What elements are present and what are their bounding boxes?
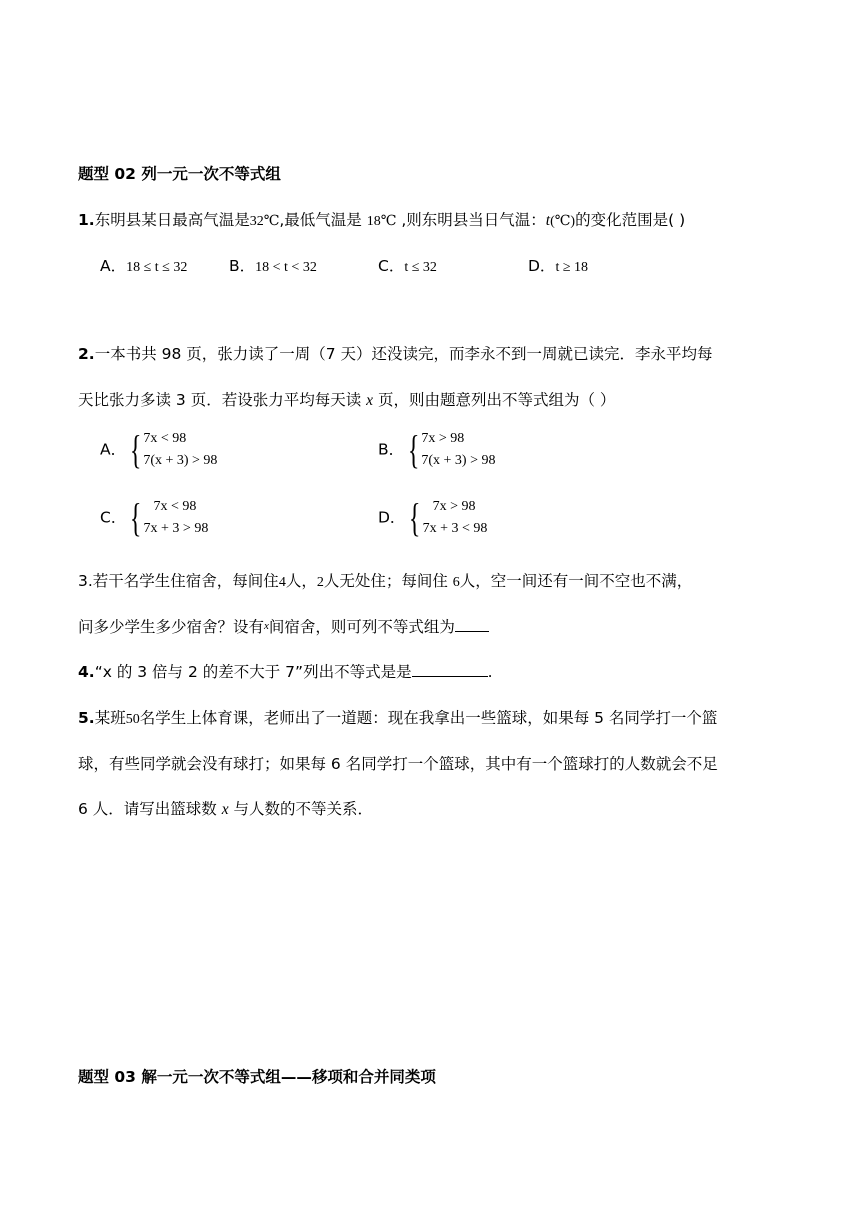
- question-4-answer-blank[interactable]: [412, 661, 488, 677]
- question-1-variable: t: [545, 212, 551, 229]
- question-5-line-1: 5.某班50名学生上体育课，老师出了一道题：现在我拿出一些篮球，如果每 5 名同学打一个篮: [78, 709, 718, 727]
- question-1-text-mid: ,最低气温是: [279, 211, 362, 229]
- question-2-number: 2.: [78, 345, 95, 363]
- question-5-variable: x: [221, 801, 229, 818]
- left-brace-icon: {: [130, 495, 142, 540]
- question-1-option-c: C．t ≤ 32: [378, 257, 437, 275]
- left-brace-icon: {: [407, 427, 420, 472]
- question-1-text: 东明县某日最高气温是: [94, 211, 250, 229]
- question-1: [78, 208, 685, 230]
- question-3-answer-blank[interactable]: [455, 616, 489, 632]
- question-1-text-end: 的变化范围是( ): [575, 211, 686, 229]
- question-5-line-2: 球，有些同学就会没有球打；如果每 6 名同学打一个篮球，其中有一个篮球打的人数就会不足: [78, 755, 718, 773]
- question-1-option-d: D．t ≥ 18: [528, 257, 589, 275]
- question-1-high-temp: 32℃: [249, 214, 280, 229]
- question-1-text-mid2: ,则东明县当日气温：: [401, 211, 546, 229]
- question-3-line-2: 问多少学生多少宿舍？设有x间宿舍，则可列不等式组为: [78, 615, 489, 637]
- section-02-heading: 题型 02 列一元一次不等式组: [78, 165, 281, 183]
- left-brace-icon: {: [409, 495, 421, 540]
- question-1-number: 1.: [78, 211, 95, 229]
- question-3-number: 3.: [78, 572, 93, 590]
- question-3-variable: x: [264, 620, 269, 632]
- question-2-option-b: B． { 7x > 98 7(x + 3) > 98: [378, 427, 496, 472]
- question-1-low-temp: 18℃: [366, 214, 397, 229]
- question-2-variable: x: [366, 392, 374, 409]
- question-3-line-1: 3.若干名学生住宿舍，每间住4人，2人无处住；每间住 6人，空一间还有一间不空也不满，: [78, 572, 693, 590]
- question-4-number: 4.: [78, 663, 95, 681]
- question-2-option-d: D． { 7x > 98 7x + 3 < 98: [378, 495, 488, 540]
- section-03-heading: 题型 03 解一元一次不等式组——移项和合并同类项: [78, 1068, 436, 1086]
- question-1-unit: (℃): [550, 214, 576, 229]
- question-2-line-1: 2.一本书共 98 页，张力读了一周（7 天）还没读完，而李永不到一周就已读完．李永平均每: [78, 345, 713, 363]
- question-1-option-a: A．18 ≤ t ≤ 32: [100, 257, 188, 275]
- question-1-option-b: B．18 < t < 32: [229, 257, 317, 275]
- question-5-line-3: 6 人．请写出篮球数 x 与人数的不等关系．: [78, 800, 374, 818]
- question-2-option-a: A． { 7x < 98 7(x + 3) > 98: [100, 427, 218, 472]
- question-2-line-2: 天比张力多读 3 页．若设张力平均每天读 x 页，则由题意列出不等式组为（ ）: [78, 391, 616, 409]
- question-5-number: 5.: [78, 709, 95, 727]
- question-2-option-c: C． { 7x < 98 7x + 3 > 98: [100, 495, 209, 540]
- question-4: 4.“x 的 3 倍与 2 的差不大于 7”列出不等式是是 .: [78, 663, 493, 681]
- left-brace-icon: {: [129, 427, 142, 472]
